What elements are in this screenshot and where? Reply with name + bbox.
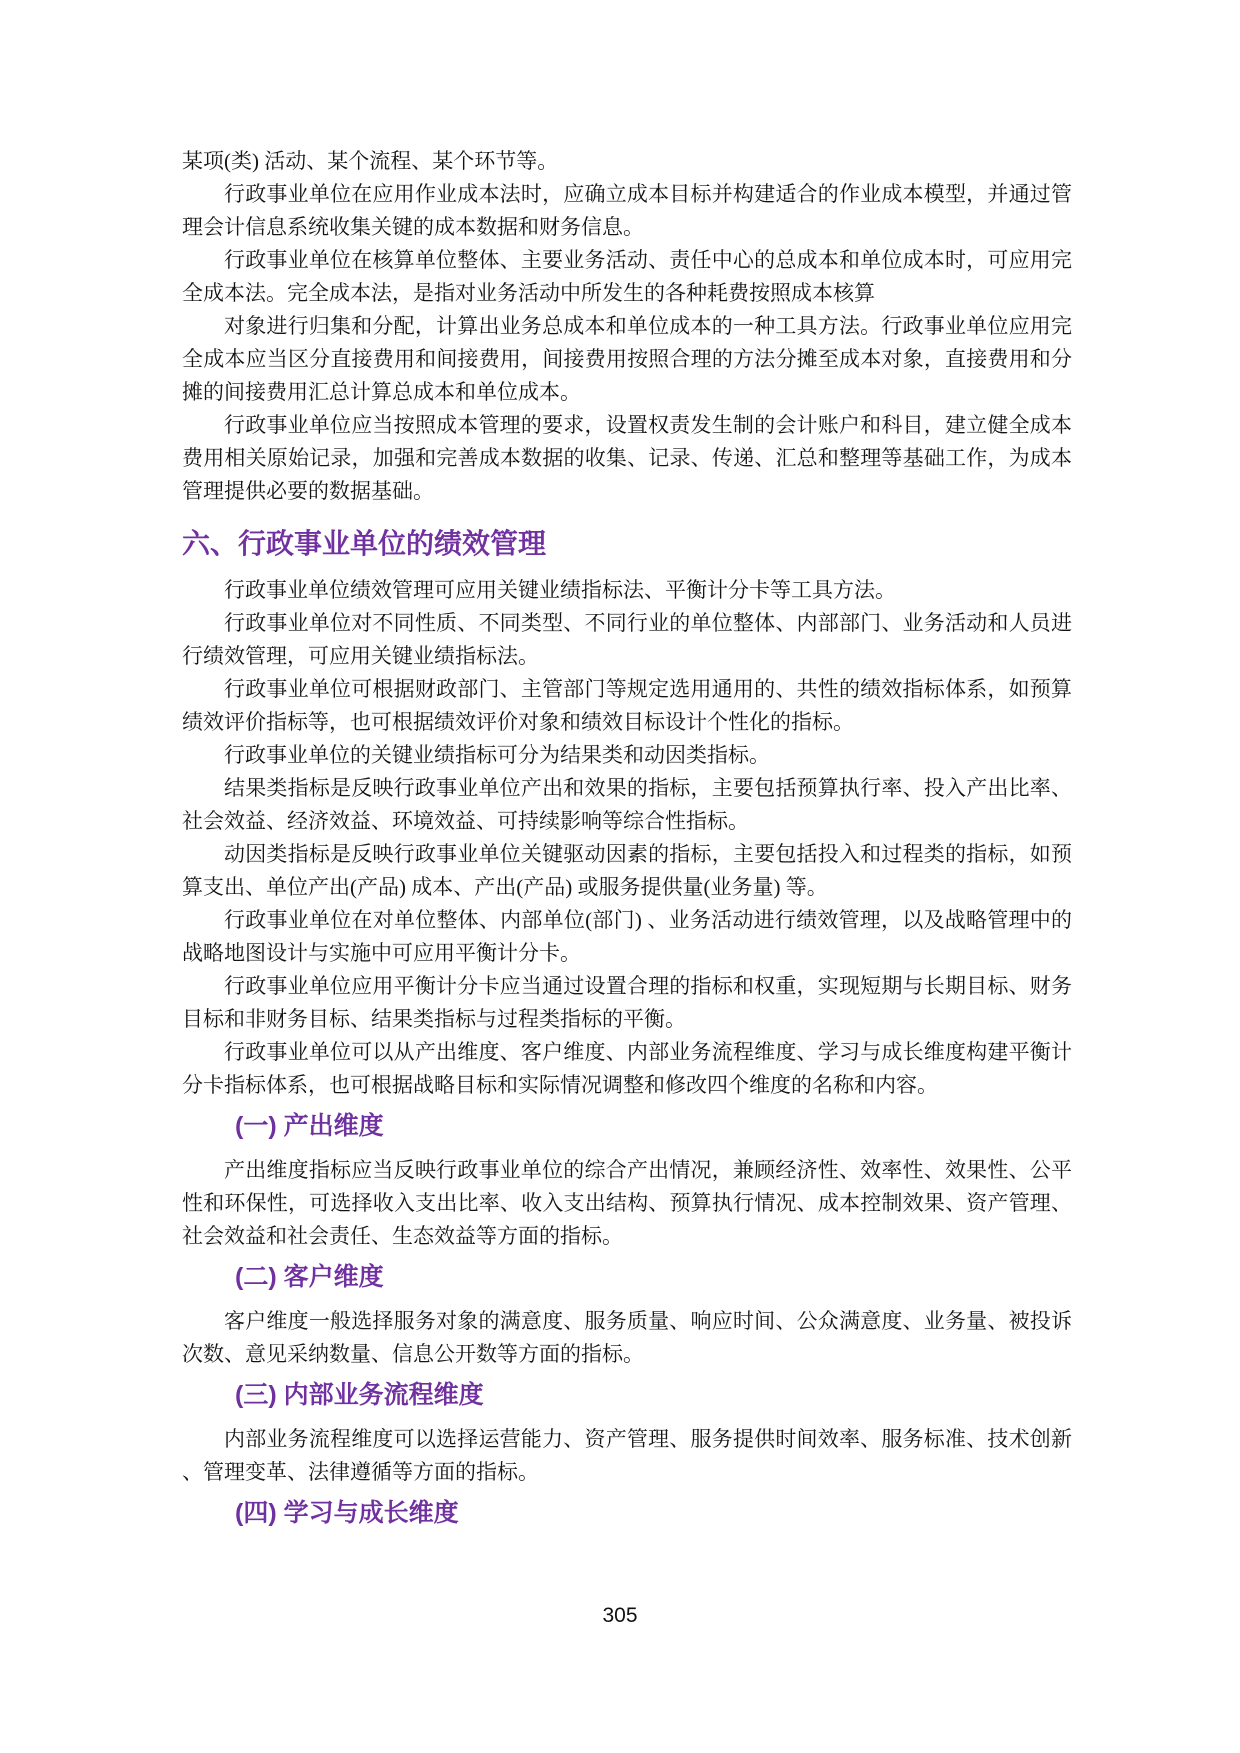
paragraph: 对象进行归集和分配，计算出业务总成本和单位成本的一种工具方法。行政事业单位应用完全成本应当区分直接费用和间接费用，间接费用按照合理的方法分摊至成本对象，直接费用和分摊的间接费用汇总计算总成本和单位成本。 — [182, 314, 1072, 404]
paragraph: 行政事业单位对不同性质、不同类型、不同行业的单位整体、内部部门、业务活动和人员进行绩效管理，可应用关键业绩指标法。 — [182, 611, 1072, 668]
paragraph: 客户维度一般选择服务对象的满意度、服务质量、响应时间、公众满意度、业务量、被投诉次数、意见采纳数量、信息公开数等方面的指标。 — [182, 1309, 1072, 1366]
paragraph: 行政事业单位应当按照成本管理的要求，设置权责发生制的会计账户和科目，建立健全成本费用相关原始记录，加强和完善成本数据的收集、记录、传递、汇总和整理等基础工作，为成本管理提供必要的数据基础。 — [182, 413, 1072, 503]
paragraph: 内部业务流程维度可以选择运营能力、资产管理、服务提供时间效率、服务标准、技术创新、管理变革、法律遵循等方面的指标。 — [182, 1427, 1072, 1484]
paragraph: 行政事业单位可以从产出维度、客户维度、内部业务流程维度、学习与成长维度构建平衡计分卡指标体系，也可根据战略目标和实际情况调整和修改四个维度的名称和内容。 — [182, 1040, 1072, 1097]
paragraph: 行政事业单位绩效管理可应用关键业绩指标法、平衡计分卡等工具方法。 — [224, 578, 896, 602]
subsection-heading: (二) 客户维度 — [235, 1263, 384, 1291]
paragraph: 行政事业单位的关键业绩指标可分为结果类和动因类指标。 — [224, 743, 770, 767]
paragraph: 产出维度指标应当反映行政事业单位的综合产出情况，兼顾经济性、效率性、效果性、公平性和环保性，可选择收入支出比率、收入支出结构、预算执行情况、成本控制效果、资产管理、社会效益和社会责任、生态效益等方面的指标。 — [182, 1158, 1072, 1248]
paragraph: 行政事业单位可根据财政部门、主管部门等规定选用通用的、共性的绩效指标体系，如预算绩效评价指标等，也可根据绩效评价对象和绩效目标设计个性化的指标。 — [182, 677, 1072, 734]
document-body — [182, 145, 1072, 1531]
page-number: 305 — [602, 1604, 638, 1627]
subsection-heading: (三) 内部业务流程维度 — [235, 1381, 484, 1409]
paragraph: 行政事业单位应用平衡计分卡应当通过设置合理的指标和权重，实现短期与长期目标、财务目标和非财务目标、结果类指标与过程类指标的平衡。 — [182, 974, 1072, 1031]
paragraph: 动因类指标是反映行政事业单位关键驱动因素的指标，主要包括投入和过程类的指标，如预算支出、单位产出(产品) 成本、产出(产品) 或服务提供量(业务量) 等。 — [182, 842, 1072, 899]
paragraph: 行政事业单位在对单位整体、内部单位(部门) 、业务活动进行绩效管理，以及战略管理中的战略地图设计与实施中可应用平衡计分卡。 — [182, 908, 1072, 965]
section-heading: 六、行政事业单位的绩效管理 — [182, 528, 547, 559]
paragraph: 某项(类) 活动、某个流程、某个环节等。 — [182, 149, 559, 173]
paragraph: 行政事业单位在核算单位整体、主要业务活动、责任中心的总成本和单位成本时，可应用完全成本法。完全成本法，是指对业务活动中所发生的各种耗费按照成本核算 — [182, 248, 1072, 305]
subsection-heading: (一) 产出维度 — [235, 1112, 384, 1140]
subsection-heading: (四) 学习与成长维度 — [235, 1499, 459, 1527]
paragraph: 行政事业单位在应用作业成本法时，应确立成本目标并构建适合的作业成本模型，并通过管理会计信息系统收集关键的成本数据和财务信息。 — [182, 182, 1072, 239]
paragraph: 结果类指标是反映行政事业单位产出和效果的指标，主要包括预算执行率、投入产出比率、社会效益、经济效益、环境效益、可持续影响等综合性指标。 — [182, 776, 1072, 833]
